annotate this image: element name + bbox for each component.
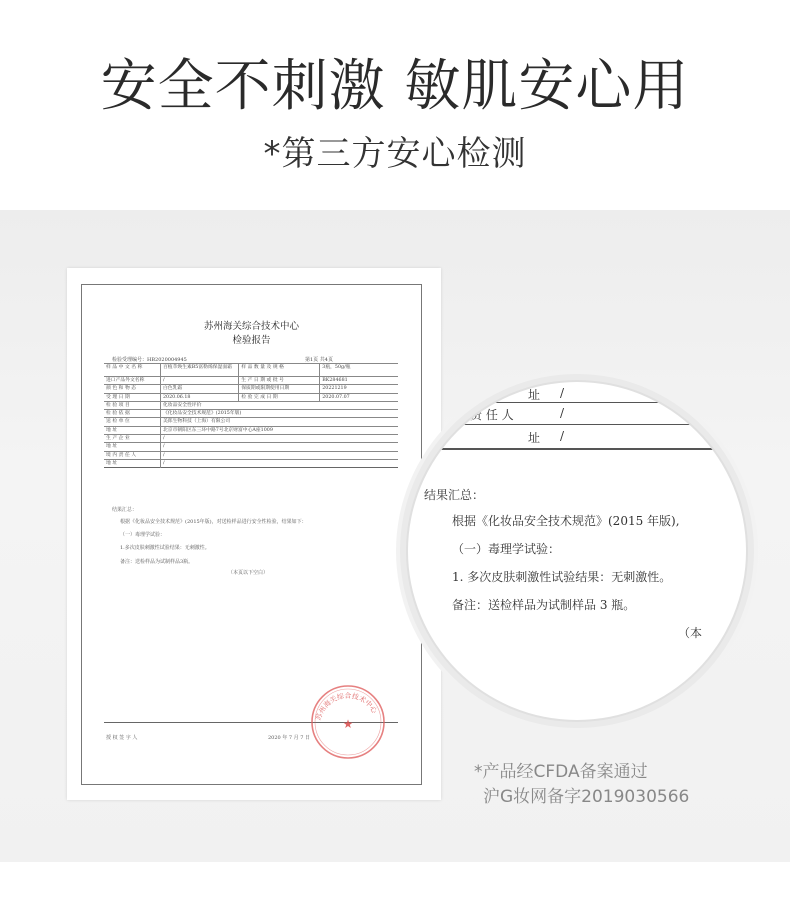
report-summary-label: 结果汇总： bbox=[112, 507, 138, 513]
table-row bbox=[104, 401, 398, 409]
headline: 安全不刺激 敏肌安心用 bbox=[100, 54, 690, 119]
report-table bbox=[104, 363, 398, 468]
cell-label: 地 址 bbox=[104, 459, 161, 467]
cell-value: BK284681 bbox=[320, 377, 398, 385]
table-row bbox=[104, 451, 398, 459]
mag-address-value: / bbox=[560, 386, 565, 400]
report-summary-line: （一）毒理学试验： bbox=[120, 532, 166, 538]
magnifier-lens bbox=[408, 382, 746, 720]
cell-label: 送 检 单 位 bbox=[104, 418, 161, 426]
cell-value: 化妆品安全性评价 bbox=[161, 401, 399, 409]
cell-label: 受 理 日 期 bbox=[104, 393, 161, 401]
cell-value: / bbox=[161, 451, 399, 459]
cell-label: 保质期或限期使用日期 bbox=[239, 385, 320, 393]
registration-note: 沪G妆网备字2019030566 bbox=[483, 787, 690, 807]
table-row bbox=[104, 364, 398, 377]
report-title: 检验报告 bbox=[232, 335, 271, 346]
report-org: 苏州海关综合技术中心 bbox=[203, 321, 299, 332]
table-row bbox=[104, 385, 398, 393]
cell-value: / bbox=[161, 377, 239, 385]
cell-value: / bbox=[161, 435, 399, 443]
cell-label: 检 验 项 目 bbox=[104, 401, 161, 409]
seal-text: 苏州海关综合技术中心 bbox=[314, 691, 379, 722]
svg-text:★: ★ bbox=[342, 717, 354, 731]
mag-summary-line: 备注：送检样品为试制样品 3 瓶。 bbox=[452, 598, 636, 612]
report-summary-line: 1.多次皮肤刺激性试验结果：无刺激性。 bbox=[120, 545, 210, 551]
subheadline: *第三方安心检测 bbox=[263, 134, 527, 174]
cell-value: 2020.07.07 bbox=[320, 393, 398, 401]
mag-address-label: 址 bbox=[528, 431, 541, 445]
table-row bbox=[104, 459, 398, 467]
report-date: 2020 年 7 月 7 日 bbox=[268, 735, 311, 741]
cell-value: 百植萃焕生素B5富勒烯保湿面霜 bbox=[161, 364, 239, 377]
table-row bbox=[104, 435, 398, 443]
mag-summary-line: 根据《化妆品安全技术规范》(2015 年版), bbox=[452, 514, 680, 528]
cell-label: 地 址 bbox=[104, 426, 161, 434]
cell-label: 进口产品外文名称 bbox=[104, 377, 161, 385]
cell-label: 样 品 中 文 名 称 bbox=[104, 364, 161, 377]
official-seal bbox=[308, 682, 388, 762]
report-summary-line: 根据《化妆品安全技术规范》(2015年版)，对送检样品进行安全性检验，结果如下： bbox=[120, 519, 307, 525]
table-row bbox=[104, 418, 398, 426]
cell-label: 境 内 责 任 人 bbox=[104, 451, 161, 459]
table-row bbox=[104, 443, 398, 451]
cell-value: / bbox=[161, 459, 399, 467]
mag-address-value: / bbox=[560, 429, 565, 443]
cell-label: 地 址 bbox=[104, 443, 161, 451]
mag-rule bbox=[408, 448, 746, 450]
cell-label: 生 产 企 业 bbox=[104, 435, 161, 443]
cell-value: 20221219 bbox=[320, 385, 398, 393]
cell-value: 3瓶，50g/瓶 bbox=[320, 364, 398, 377]
table-row bbox=[104, 377, 398, 385]
mag-rule bbox=[408, 402, 746, 403]
report-blank-note: （本页以下空白） bbox=[228, 570, 269, 576]
cell-value: 北京市朝阳区东三环中路7号北京财富中心A座1009 bbox=[161, 426, 399, 434]
table-row bbox=[104, 393, 398, 401]
cell-label: 样 品 数 量 及 规 格 bbox=[239, 364, 320, 377]
cell-label: 颜 色 和 物 态 bbox=[104, 385, 161, 393]
cfda-note: *产品经CFDA备案通过 bbox=[474, 762, 648, 782]
mag-summary-line: 1. 多次皮肤刺激性试验结果：无刺激性。 bbox=[452, 570, 672, 584]
mag-responsible-value: / bbox=[560, 406, 565, 420]
cell-value: / bbox=[161, 443, 399, 451]
cell-value: 白色乳霜 bbox=[161, 385, 239, 393]
cell-label: 检 验 依 据 bbox=[104, 410, 161, 418]
mag-address-label: 址 bbox=[528, 388, 541, 402]
table-row bbox=[104, 426, 398, 434]
report-summary-line: 备注：送检样品为试制样品3瓶。 bbox=[120, 559, 194, 565]
mag-summary-label: 结果汇总： bbox=[424, 488, 485, 502]
cell-label: 检 验 完 成 日 期 bbox=[239, 393, 320, 401]
cell-label: 生 产 日 期 或 批 号 bbox=[239, 377, 320, 385]
mag-cut-note: （本 bbox=[678, 626, 703, 640]
report-signer: 授 权 签 字 人 bbox=[106, 735, 138, 741]
table-row bbox=[104, 410, 398, 418]
report-page: 第1页 共4页 bbox=[305, 357, 333, 363]
cell-value: 美郎生物科技（上海）有限公司 bbox=[161, 418, 399, 426]
mag-summary-line: （一）毒理学试验： bbox=[452, 542, 561, 556]
mag-rule bbox=[408, 424, 746, 425]
cell-value: 《化妆品安全技术规范》(2015年版) bbox=[161, 410, 399, 418]
mag-responsible-label: 责 任 人 bbox=[470, 408, 514, 422]
report-number: 检验受理编号：HB2020004945 bbox=[112, 357, 187, 363]
cell-value: 2020.06.18 bbox=[161, 393, 239, 401]
